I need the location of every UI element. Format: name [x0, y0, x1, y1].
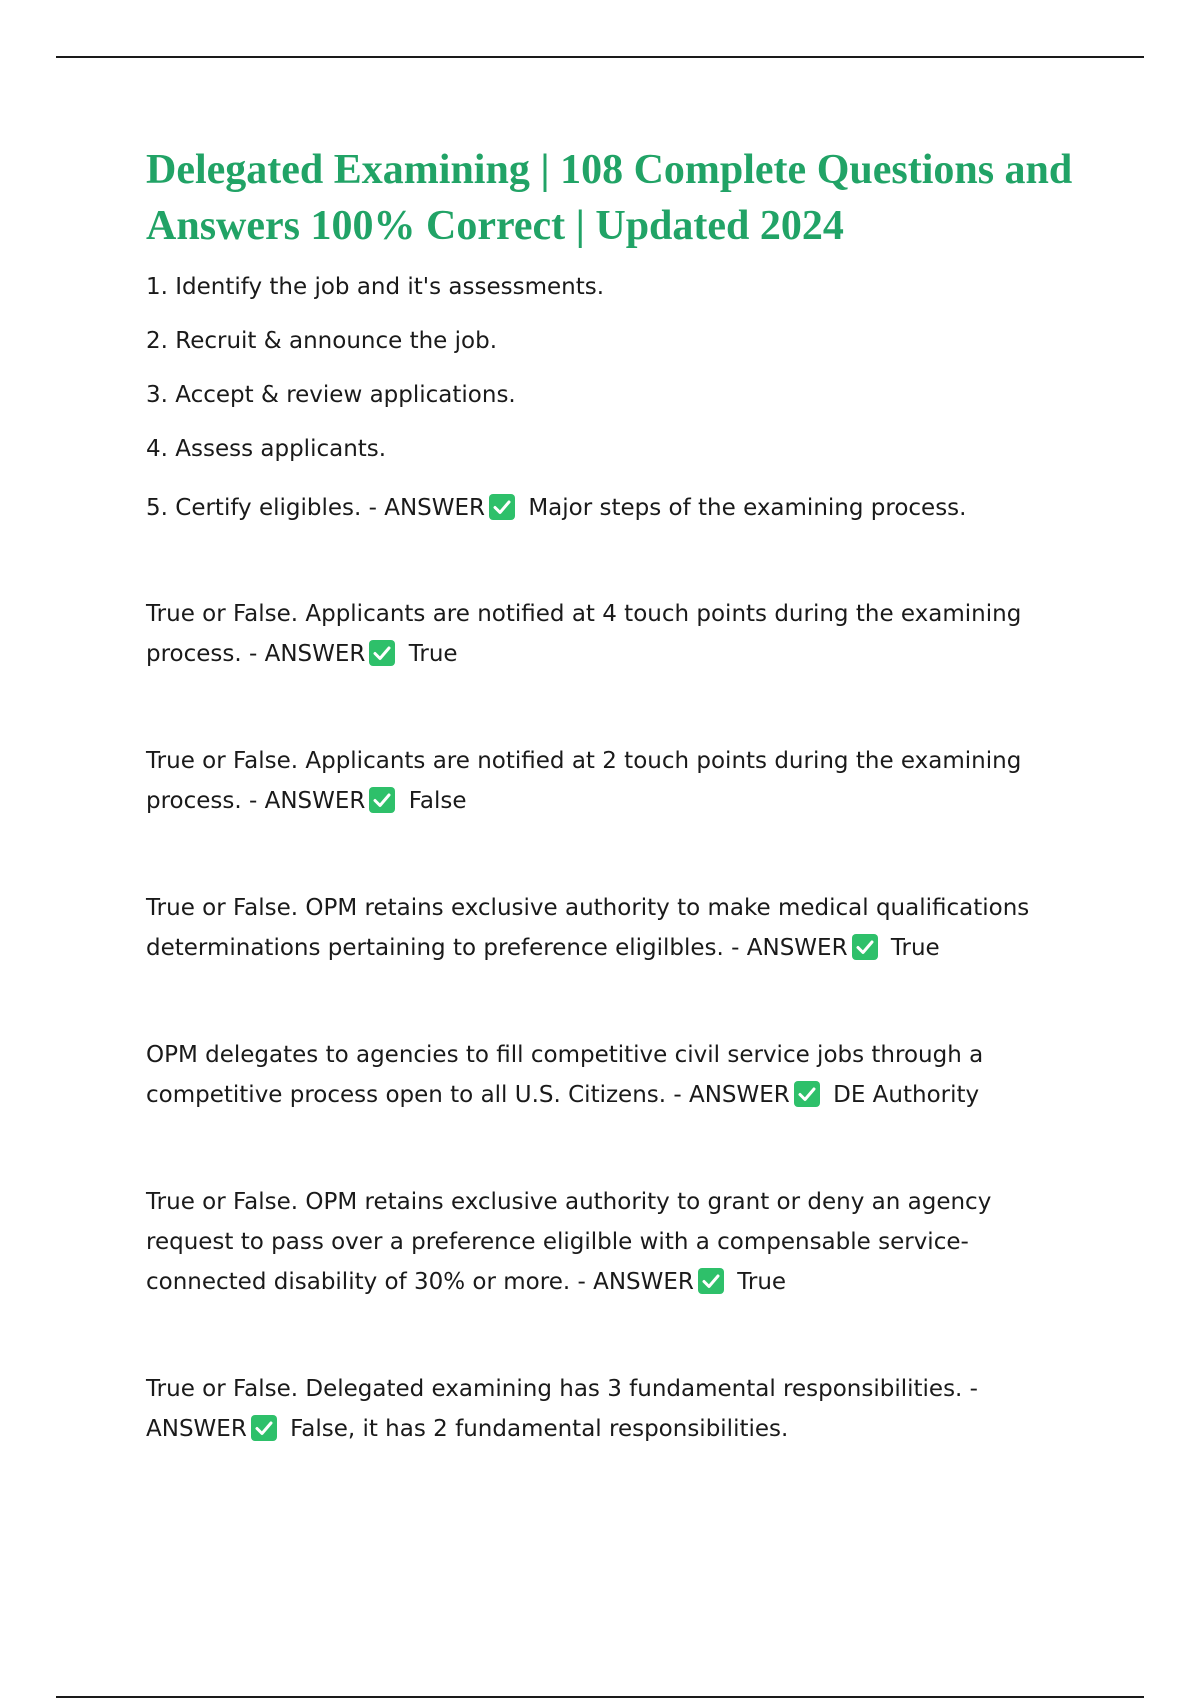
- check-mark-box-icon: [794, 1081, 820, 1107]
- check-mark-box-icon: [251, 1415, 277, 1441]
- qa-item: [146, 594, 1086, 674]
- question-text: True or False. Delegated examining has 3 fundamental responsibilities. - ANSWER: [146, 1376, 978, 1442]
- step-item: 4. Assess applicants.: [146, 436, 387, 462]
- answer-text: Major steps of the examining process.: [528, 495, 967, 521]
- qa-item: [146, 1369, 1086, 1449]
- step-item: 2. Recruit & announce the job.: [146, 328, 498, 354]
- answer-text: True: [408, 641, 458, 667]
- question-text: OPM delegates to agencies to fill competitive civil service jobs through a competitive process open to all U.S. Citizens. - ANSWER: [146, 1042, 984, 1108]
- document-body: [146, 142, 1086, 1449]
- qa-item: [146, 1182, 1086, 1302]
- check-mark-box-icon: [489, 494, 515, 520]
- check-mark-box-icon: [852, 934, 878, 960]
- answer-text: False, it has 2 fundamental responsibilities.: [290, 1416, 789, 1442]
- qa-item: [146, 1035, 1086, 1115]
- top-rule: [56, 56, 1144, 58]
- qa-item: [146, 888, 1086, 968]
- answer-text: DE Authority: [833, 1082, 980, 1108]
- check-mark-box-icon: [698, 1268, 724, 1294]
- question-text: True or False. OPM retains exclusive authority to make medical qualifications determinations pertaining to preference eligilbles. - ANSWER: [146, 895, 1030, 961]
- check-mark-box-icon: [369, 640, 395, 666]
- question-text: 5. Certify eligibles. - ANSWER: [146, 495, 486, 521]
- qa-item: [146, 741, 1086, 821]
- qa-item: [146, 488, 1086, 528]
- bottom-rule: [56, 1696, 1144, 1698]
- question-text: True or False. Applicants are notified at 2 touch points during the examining process. - ANSWER: [146, 748, 1022, 814]
- document-title: Delegated Examining | 108 Complete Questions and Answers 100% Correct | Updated 2024: [146, 147, 1073, 249]
- answer-text: False: [408, 788, 467, 814]
- check-mark-box-icon: [369, 787, 395, 813]
- answer-text: True: [890, 935, 940, 961]
- step-item: 3. Accept & review applications.: [146, 382, 516, 408]
- step-item: 1. Identify the job and it's assessments.: [146, 274, 605, 300]
- question-text: True or False. Applicants are notified at 4 touch points during the examining process. - ANSWER: [146, 601, 1022, 667]
- answer-text: True: [737, 1269, 787, 1295]
- question-text: True or False. OPM retains exclusive authority to grant or deny an agency request to pass over a preference eligilble with a compensable service-connected disability of 30% or more. - ANSWER: [146, 1189, 992, 1295]
